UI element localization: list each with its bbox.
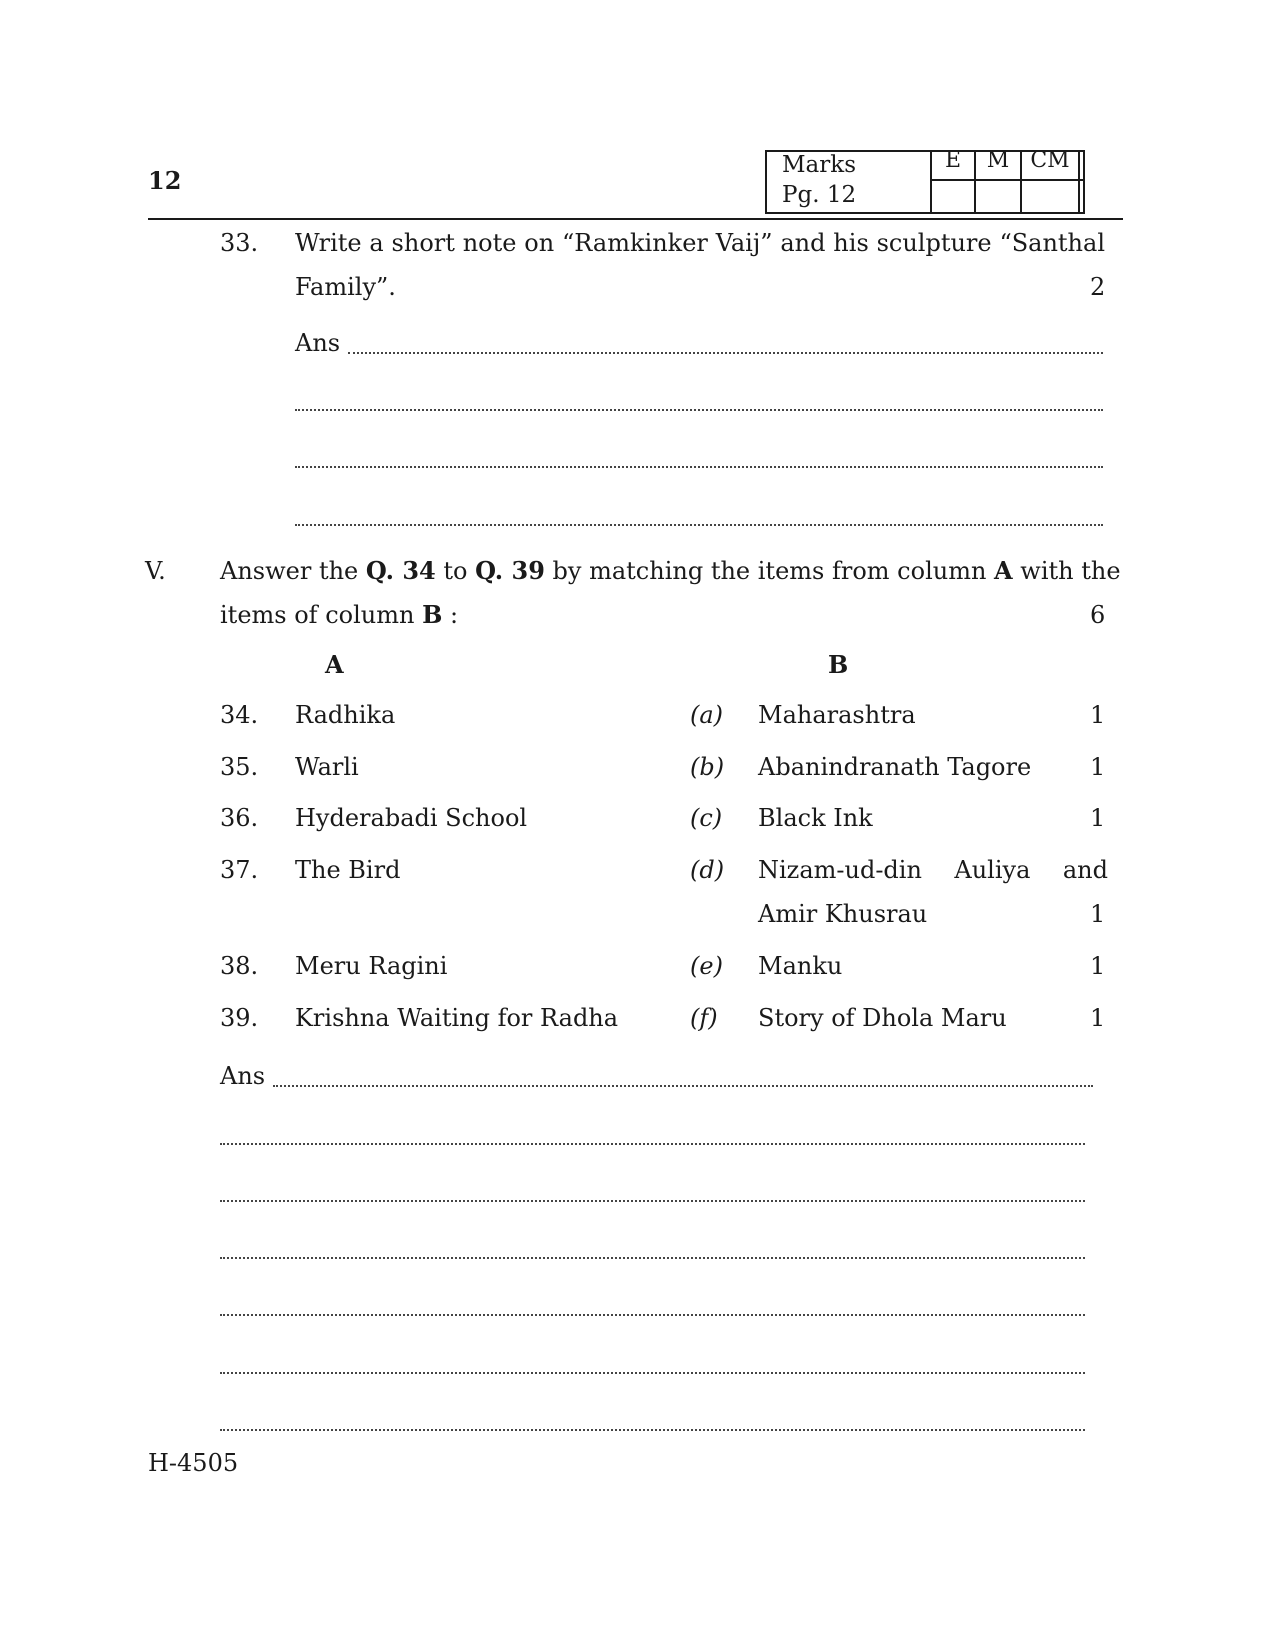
item-letter: (a) <box>690 701 724 729</box>
instr-line2-pre: items of column <box>220 601 423 629</box>
q33-answer-line-3[interactable] <box>295 466 1103 468</box>
instr-line2-post: : <box>442 601 459 629</box>
item-b-line2: Amir Khusrau <box>758 900 928 928</box>
footer-code: H-4505 <box>148 1449 239 1477</box>
item-marks: 1 <box>1090 804 1106 832</box>
instr-q-to: Q. 39 <box>475 556 545 585</box>
item-a: Krishna Waiting for Radha <box>295 1004 619 1032</box>
instr-post2: with the <box>1012 557 1121 585</box>
column-b-header: B <box>828 650 849 679</box>
q33-answer-line-1[interactable] <box>348 352 1103 354</box>
item-marks: 1 <box>1090 1004 1106 1032</box>
marks-col-e <box>932 148 976 212</box>
item-a: Hyderabadi School <box>295 804 528 832</box>
marks-page: Pg. 12 <box>782 182 857 208</box>
item-number: 39. <box>220 1004 259 1032</box>
header-rule <box>148 218 1123 220</box>
item-number: 38. <box>220 952 259 980</box>
section-ans-label: Ans <box>220 1062 266 1090</box>
instr-q-from: Q. 34 <box>365 556 436 585</box>
section-instruction-line2 <box>220 600 458 630</box>
marks-col-e-label: E <box>944 148 962 173</box>
item-number: 34. <box>220 701 259 729</box>
item-number: 35. <box>220 753 259 781</box>
item-b: Black Ink <box>758 804 873 832</box>
q33-answer-line-4[interactable] <box>295 524 1103 526</box>
section-marks: 6 <box>1090 601 1106 629</box>
item-a: Radhika <box>295 701 396 729</box>
section-answer-line-1[interactable] <box>273 1085 1093 1087</box>
marks-label: Marks <box>782 152 856 178</box>
instr-col-b: B <box>422 600 443 629</box>
column-a-header: A <box>325 650 344 679</box>
item-number: 36. <box>220 804 259 832</box>
q33-answer-line-2[interactable] <box>295 409 1103 411</box>
page-number: 12 <box>148 166 182 195</box>
section-answer-line-2[interactable] <box>220 1143 1085 1145</box>
marks-col-m-label: M <box>986 148 1010 173</box>
q33-text-line1: Write a short note on “Ramkinker Vaij” and his sculpture “Santhal <box>295 229 1105 257</box>
section-instruction-line1 <box>220 556 1121 586</box>
item-letter: (b) <box>690 753 725 781</box>
marks-col-m <box>976 148 1022 212</box>
instr-mid: to <box>435 557 476 585</box>
item-b: Nizam-ud-din Auliya and <box>758 856 1108 884</box>
item-number: 37. <box>220 856 259 884</box>
item-marks: 1 <box>1090 900 1106 928</box>
instr-col-a: A <box>994 556 1013 585</box>
item-a: The Bird <box>295 856 401 884</box>
marks-label-cell <box>767 152 932 212</box>
item-a: Meru Ragini <box>295 952 448 980</box>
marks-col-cm-label: CM <box>1030 148 1070 173</box>
section-roman: V. <box>145 557 166 585</box>
item-letter: (e) <box>690 952 723 980</box>
item-marks: 1 <box>1090 701 1106 729</box>
q33-text-line2: Family”. <box>295 273 396 301</box>
section-answer-line-7[interactable] <box>220 1429 1085 1431</box>
item-marks: 1 <box>1090 753 1106 781</box>
section-answer-line-3[interactable] <box>220 1200 1085 1202</box>
item-b: Abanindranath Tagore <box>758 753 1032 781</box>
q33-number: 33. <box>220 229 259 257</box>
section-answer-line-5[interactable] <box>220 1314 1085 1316</box>
item-letter: (f) <box>690 1004 718 1032</box>
item-letter: (c) <box>690 804 723 832</box>
marks-row-divider <box>932 179 1083 181</box>
item-b: Manku <box>758 952 843 980</box>
item-a: Warli <box>295 753 359 781</box>
q33-ans-label: Ans <box>295 329 341 357</box>
section-answer-line-6[interactable] <box>220 1372 1085 1374</box>
instr-pre: Answer the <box>220 557 366 585</box>
section-answer-line-4[interactable] <box>220 1257 1085 1259</box>
item-b: Story of Dhola Maru <box>758 1004 1007 1032</box>
marks-col-cm <box>1022 148 1080 212</box>
item-b: Maharashtra <box>758 701 916 729</box>
instr-post: by matching the items from column <box>544 557 995 585</box>
q33-marks: 2 <box>1090 273 1106 301</box>
item-marks: 1 <box>1090 952 1106 980</box>
marks-box <box>765 150 1085 214</box>
item-letter: (d) <box>690 856 725 884</box>
